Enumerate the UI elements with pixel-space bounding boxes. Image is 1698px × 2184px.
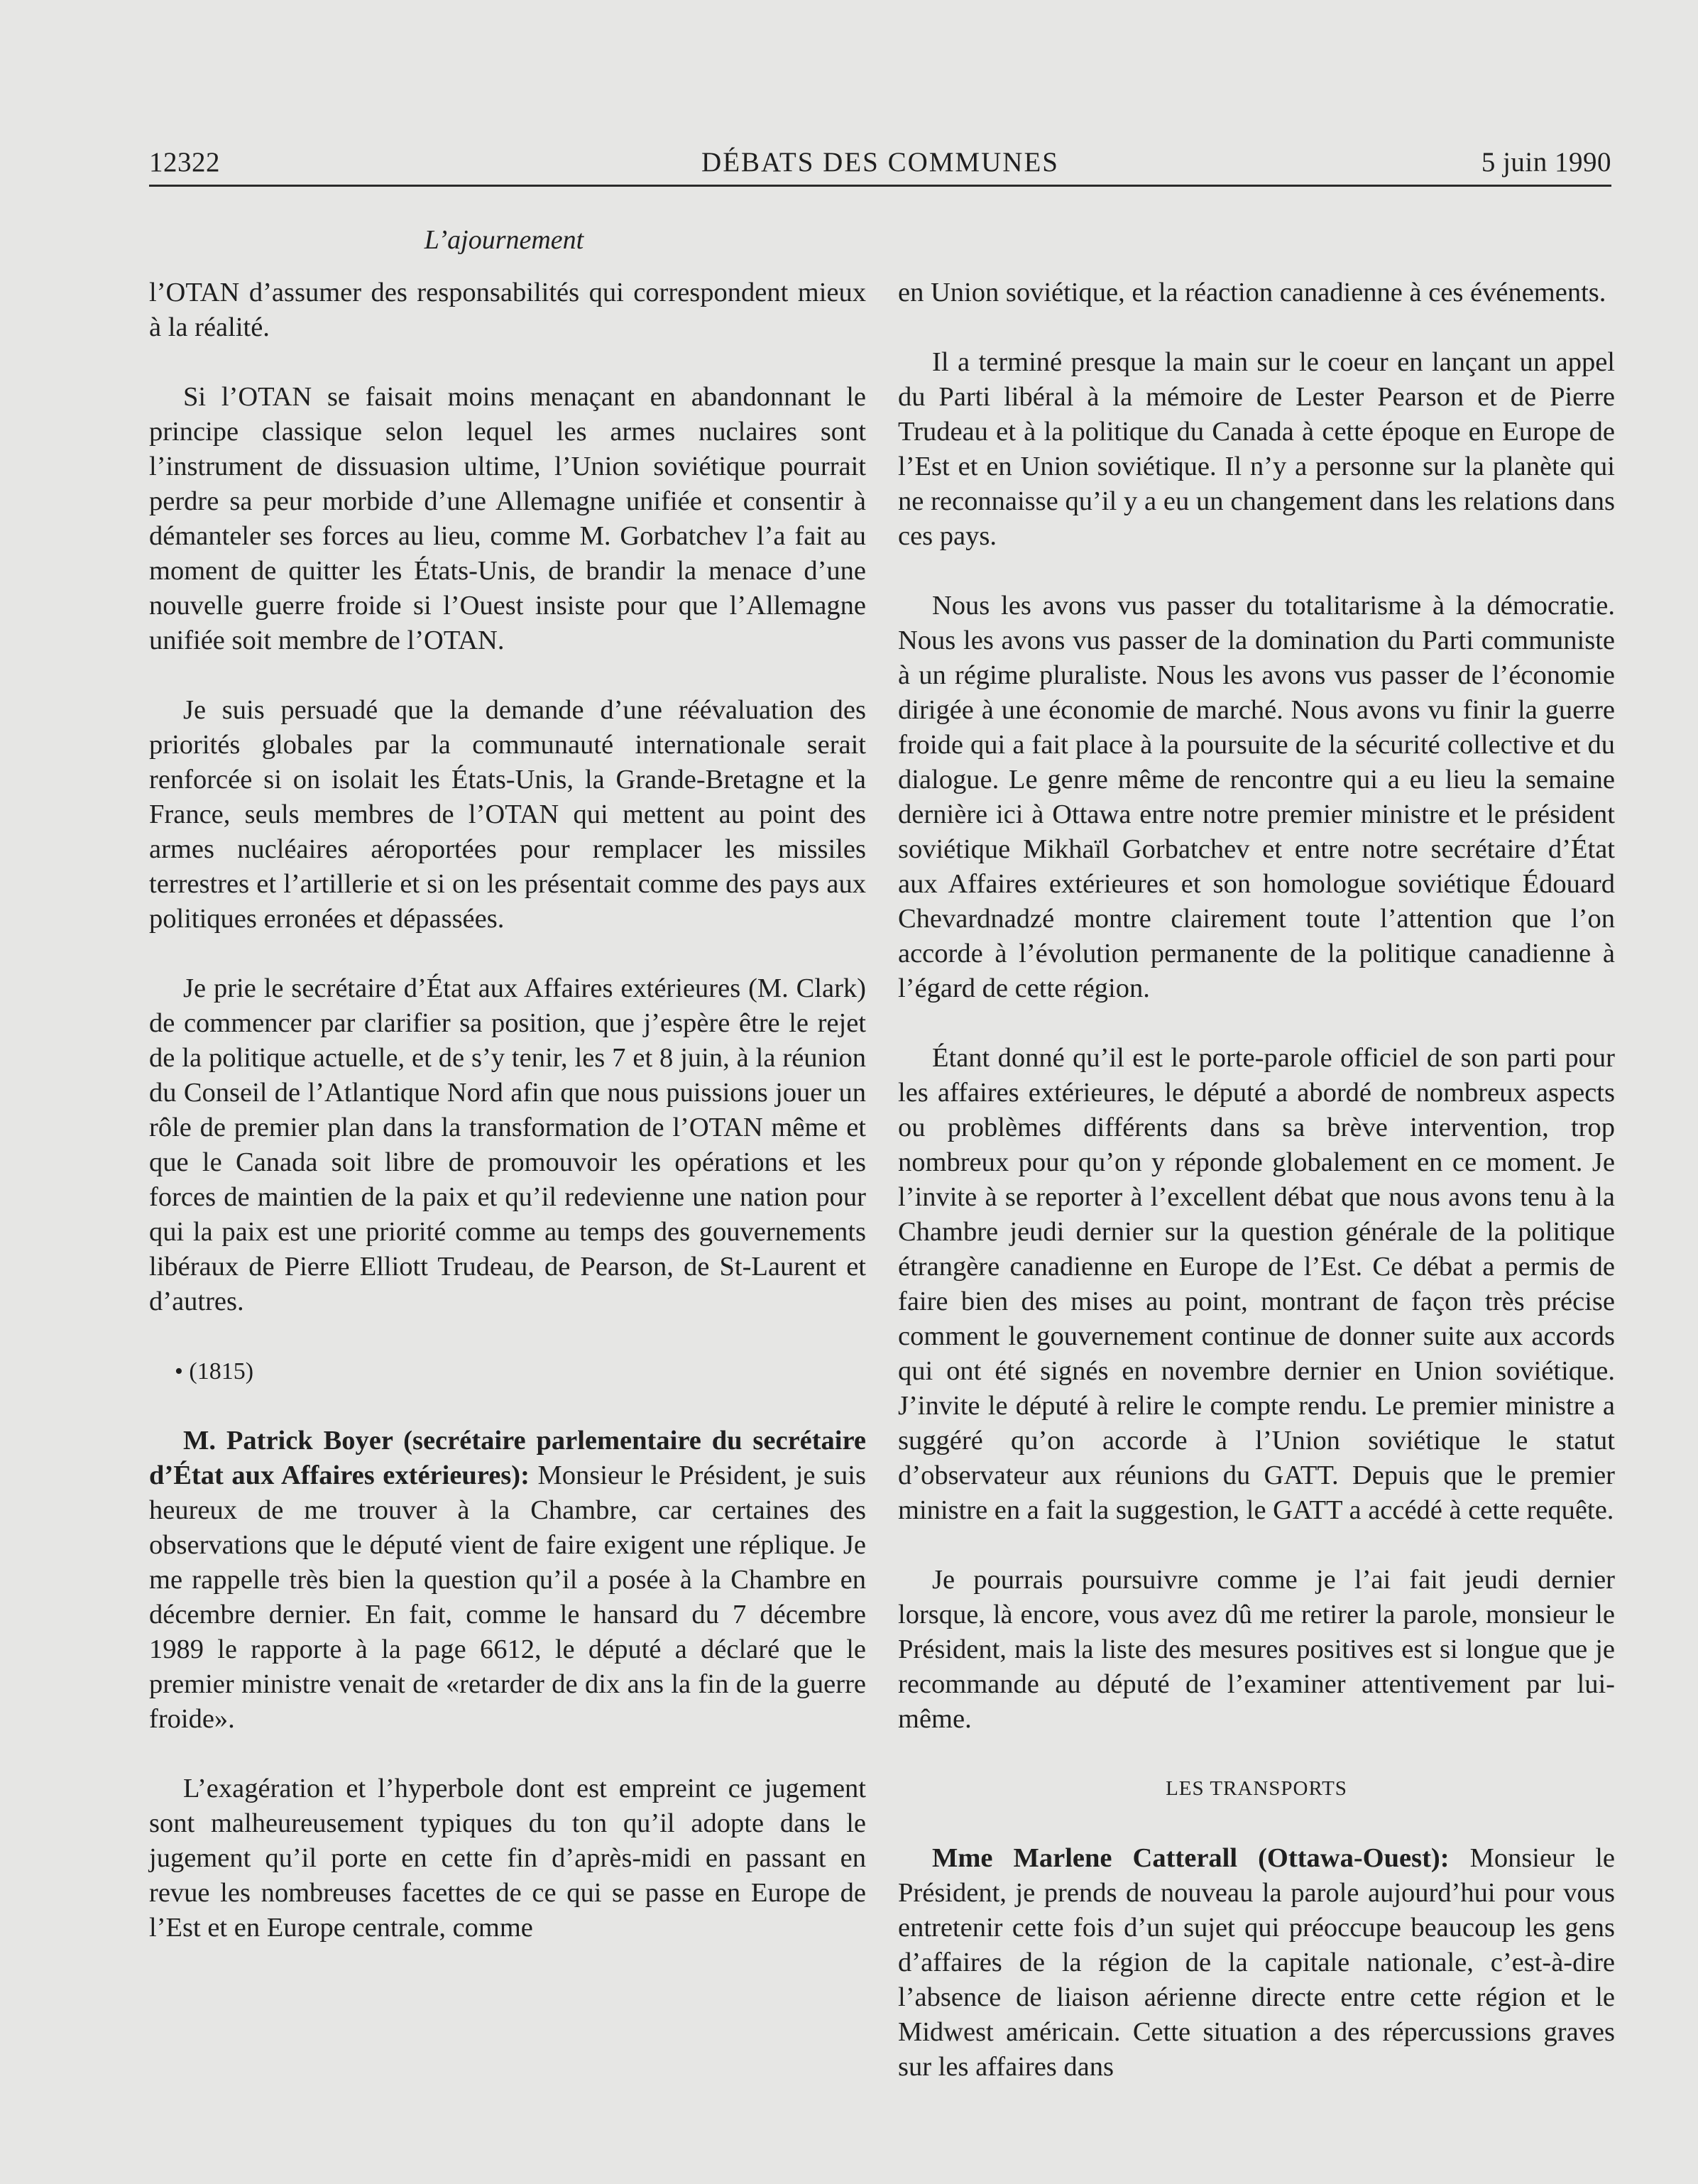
speech-paragraph [898, 1841, 1615, 2085]
speech-paragraph [149, 1424, 866, 1737]
page-number: 12322 [149, 147, 220, 178]
page-date: 5 juin 1990 [1481, 147, 1611, 178]
right-column [898, 275, 1615, 2119]
publication-title: DÉBATS DES COMMUNES [701, 147, 1059, 178]
paragraph: Il a terminé presque la main sur le coeur en lançant un appel du Parti libéral à la mémoire de Lester Pearson et de Pierre Trudeau et à la politique du Canada à cette époque en Europe de l’Est et en Union soviétique. Il n’y a personne sur la planète qui ne reconnaisse qu’il y a eu un changement dans les relations dans ces pays. [898, 347, 1615, 551]
subheading: LES TRANSPORTS [1166, 1777, 1347, 1800]
paragraph: Je suis persuadé que la demande d’une réévaluation des priorités globales par la communauté internationale serait renforcée si on isolait les États-Unis, la Grande-Bretagne et la France, seuls membres de l’OTAN qui mettent au point des armes nucléaires aéroportées pour remplacer les missiles terrestres et l’artillerie et si on les présentait comme des pays aux politiques erronées et dépassées. [149, 695, 866, 934]
paragraph: Je pourrais poursuivre comme je l’ai fait jeudi dernier lorsque, là encore, vous avez dû me retirer la parole, monsieur le Président, mais la liste des mesures positives est si longue que je recommande au député de l’examiner attentivement par lui-même. [898, 1565, 1615, 1734]
left-column [149, 275, 866, 1980]
time-marker: • (1815) [175, 1358, 254, 1385]
paragraph: Étant donné qu’il est le porte-parole officiel de son parti pour les affaires extérieures, le député a abordé de nombreux aspects ou problèmes différents dans sa brève intervention, trop nombreux pour qu’on y réponde globalement en ce moment. Je l’invite à se reporter à l’excellent débat que nous avons tenu à la Chambre jeudi dernier sur la question générale de la politique étrangère canadienne en Europe de l’Est. Ce débat a permis de faire bien des mises au point, montrant de façon très précise comment le gouvernement continue de donner suite aux accords qui ont été signés en novembre dernier en Union soviétique. J’invite le député à relire le compte rendu. Le premier ministre a suggéré qu’on accorde à l’Union soviétique le statut d’observateur aux réunions du GATT. Depuis que le premier ministre en a fait la suggestion, le GATT a accédé à cette requête. [898, 1043, 1615, 1525]
paragraph: Je prie le secrétaire d’État aux Affaires extérieures (M. Clark) de commencer par clarifier sa position, que j’espère être le rejet de la politique actuelle, et de s’y tenir, les 7 et 8 juin, à la réunion du Conseil de l’Atlantique Nord afin que nous puissions jouer un rôle de premier plan dans la transformation de l’OTAN même et que le Canada soit libre de promouvoir les opérations et les forces de maintien de la paix et qu’il redevienne une nation pour qui la paix est une priorité comme au temps des gouvernements libéraux de Pierre Elliott Trudeau, de Pearson, de St-Laurent et d’autres. [149, 973, 866, 1316]
paragraph: Si l’OTAN se faisait moins menaçant en abandonnant le principe classique selon lequel les armes nuclaires sont l’instrument de dissuasion ultime, l’Union soviétique pourrait perdre sa peur morbide d’une Allemagne unifiée et consentir à démanteler ses forces au lieu, comme M. Gorbatchev l’a fait au moment de quitter les États-Unis, de brandir la menace d’une nouvelle guerre froide si l’Ouest insiste pour que l’Allemagne unifiée soit membre de l’OTAN. [149, 382, 866, 655]
paragraph: l’OTAN d’assumer des responsabilités qui correspondent mieux à la réalité. [149, 278, 866, 342]
speech-text: Monsieur le Président, je suis heureux de me trouver à la Chambre, car certaines des observations que le député vient de faire exigent une réplique. Je me rappelle très bien la question qu’il a posée à la Chambre en décembre dernier. En fait, comme le hansard du 7 décembre 1989 le rapporte à la page 6612, le député a déclaré que le premier ministre venait de «retarder de dix ans la fin de la guerre froide». [149, 1460, 866, 1734]
page-header [149, 139, 1611, 187]
speaker-name: M. Patrick Boyer (secrétaire parlementaire du secrétaire d’État aux Affaires extérieures): [149, 1426, 866, 1490]
paragraph: L’exagération et l’hyperbole dont est empreint ce jugement sont malheureusement typiques du ton qu’il adopte dans le jugement qu’il porte en cette fin d’après-midi en passant en revue les nombreuses facettes de ce qui se passe en Europe de l’Est et en Europe centrale, comme [149, 1774, 866, 1943]
paragraph: Nous les avons vus passer du totalitarisme à la démocratie. Nous les avons vus passer de la domination du Parti communiste à un régime pluraliste. Nous les avons vus passer de l’économie dirigée à une économie de marché. Nous avons vu finir la guerre froide qui a fait place à la poursuite de la sécurité collective et du dialogue. Le genre même de rencontre qui a eu lieu la semaine dernière ici à Ottawa entre notre premier ministre et le président soviétique Mikhaïl Gorbatchev et entre notre secrétaire d’État aux Affaires extérieures et son homologue soviétique Édouard Chevardnadzé montre clairement toute l’attention que l’on accorde à l’évolution permanente de la politique canadienne à l’égard de cette région. [898, 591, 1615, 1003]
paragraph: en Union soviétique, et la réaction canadienne à ces événements. [898, 278, 1606, 307]
speaker-name: Mme Marlene Catterall (Ottawa-Ouest): [932, 1843, 1450, 1873]
speech-text: Monsieur le Président, je prends de nouveau la parole aujourd’hui pour vous entretenir cette fois d’un sujet qui préoccupe beaucoup les gens d’affaires de la région de la capitale nationale, c’est-à-dire l’absence de liaison aérienne directe entre cette région et le Midwest américain. Cette situation a des répercussions graves sur les affaires dans [898, 1843, 1615, 2082]
section-title: L’ajournement [424, 225, 584, 255]
